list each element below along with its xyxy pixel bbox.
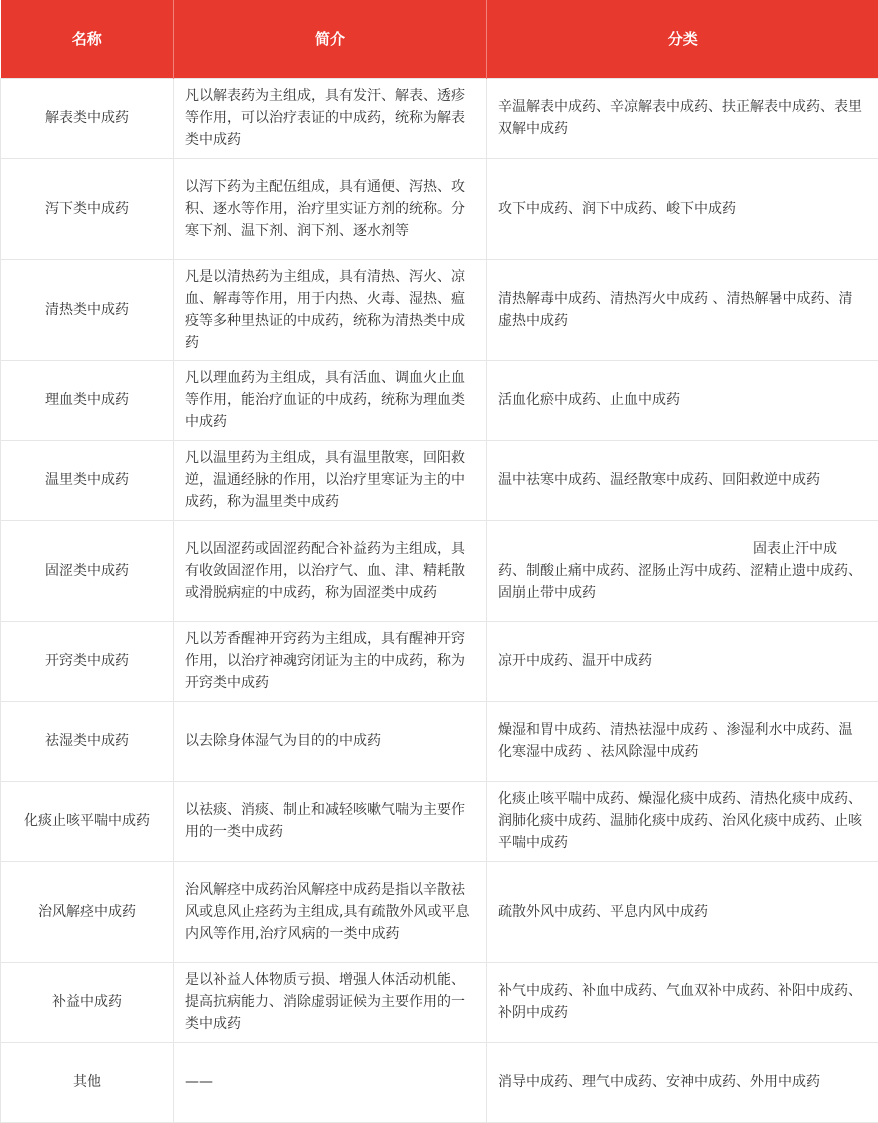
row-category: 辛温解表中成药、辛凉解表中成药、扶正解表中成药、表里双解中成药 <box>487 78 878 158</box>
row-category: 清热解毒中成药、清热泻火中成药 、清热解暑中成药、清虚热中成药 <box>487 259 878 360</box>
row-name: 治风解痉中成药 <box>1 861 174 962</box>
row-category: 攻下中成药、润下中成药、峻下中成药 <box>487 158 878 259</box>
row-name: 固涩类中成药 <box>1 520 174 621</box>
row-desc: 凡是以清热药为主组成，具有清热、泻火、凉血、解毒等作用，用于内热、火毒、湿热、瘟疫等多种里热证的中成药，统称为清热类中成药 <box>174 259 487 360</box>
table-row <box>1 360 878 440</box>
table-row <box>1 621 878 701</box>
table-row <box>1 158 878 259</box>
table-row <box>1 259 878 360</box>
table-row <box>1 78 878 158</box>
table-row <box>1 861 878 962</box>
row-desc: 凡以芳香醒神开窍药为主组成，具有醒神开窍作用，以治疗神魂窍闭证为主的中成药，称为开窍类中成药 <box>174 621 487 701</box>
table-row <box>1 1042 878 1122</box>
row-desc: 以泻下药为主配伍组成，具有通便、泻热、攻积、逐水等作用，治疗里实证方剂的统称。分寒下剂、温下剂、润下剂、逐水剂等 <box>174 158 487 259</box>
row-desc: 以祛痰、消痰、制止和减轻咳嗽气喘为主要作用的一类中成药 <box>174 781 487 861</box>
row-category: 凉开中成药、温开中成药 <box>487 621 878 701</box>
table-row <box>1 520 878 621</box>
row-category-lead: 固表止汗中成 <box>753 540 837 557</box>
row-category: 活血化瘀中成药、止血中成药 <box>487 360 878 440</box>
row-desc: 凡以理血药为主组成，具有活血、调血火止血等作用，能治疗血证的中成药，统称为理血类中成药 <box>174 360 487 440</box>
table-row <box>1 440 878 520</box>
row-category <box>487 520 878 621</box>
row-name: 泻下类中成药 <box>1 158 174 259</box>
row-name: 解表类中成药 <box>1 78 174 158</box>
header-desc: 简介 <box>174 0 487 78</box>
row-category: 疏散外风中成药、平息内风中成药 <box>487 861 878 962</box>
row-name: 开窍类中成药 <box>1 621 174 701</box>
row-name: 补益中成药 <box>1 962 174 1042</box>
row-desc: —— <box>174 1042 487 1122</box>
header-category: 分类 <box>487 0 878 78</box>
header-row <box>1 0 878 78</box>
row-desc: 凡以解表药为主组成，具有发汗、解表、透疹等作用，可以治疗表证的中成药，统称为解表类中成药 <box>174 78 487 158</box>
row-name: 化痰止咳平喘中成药 <box>1 781 174 861</box>
row-name: 祛湿类中成药 <box>1 701 174 781</box>
row-desc: 凡以温里药为主组成，具有温里散寒，回阳救逆，温通经脉的作用，以治疗里寒证为主的中成药，称为温里类中成药 <box>174 440 487 520</box>
row-category: 补气中成药、补血中成药、气血双补中成药、补阳中成药、补阴中成药 <box>487 962 878 1042</box>
row-category-rest: 药、制酸止痛中成药、涩肠止泻中成药、涩精止遗中成药、固崩止带中成药 <box>498 562 862 601</box>
header-name: 名称 <box>1 0 174 78</box>
row-category: 温中祛寒中成药、温经散寒中成药、回阳救逆中成药 <box>487 440 878 520</box>
row-desc: 治风解痉中成药治风解痉中成药是指以辛散祛风或息风止痉药为主组成,具有疏散外风或平息内风等作用,治疗风病的一类中成药 <box>174 861 487 962</box>
table-row <box>1 781 878 861</box>
row-name: 温里类中成药 <box>1 440 174 520</box>
table-row <box>1 701 878 781</box>
row-desc: 凡以固涩药或固涩药配合补益药为主组成，具有收敛固涩作用，以治疗气、血、津、精耗散或滑脱病症的中成药，称为固涩类中成药 <box>174 520 487 621</box>
row-category: 燥湿和胃中成药、清热祛湿中成药 、渗湿利水中成药、温化寒湿中成药 、祛风除湿中成药 <box>487 701 878 781</box>
row-desc: 是以补益人体物质亏损、增强人体活动机能、提高抗病能力、消除虚弱证候为主要作用的一类中成药 <box>174 962 487 1042</box>
row-name: 其他 <box>1 1042 174 1122</box>
row-name: 理血类中成药 <box>1 360 174 440</box>
row-category: 消导中成药、理气中成药、安神中成药、外用中成药 <box>487 1042 878 1122</box>
row-desc: 以去除身体湿气为目的的中成药 <box>174 701 487 781</box>
row-name: 清热类中成药 <box>1 259 174 360</box>
table-row <box>1 962 878 1042</box>
row-category: 化痰止咳平喘中成药、燥湿化痰中成药、清热化痰中成药、润肺化痰中成药、温肺化痰中成药、治风化痰中成药、止咳平喘中成药 <box>487 781 878 861</box>
